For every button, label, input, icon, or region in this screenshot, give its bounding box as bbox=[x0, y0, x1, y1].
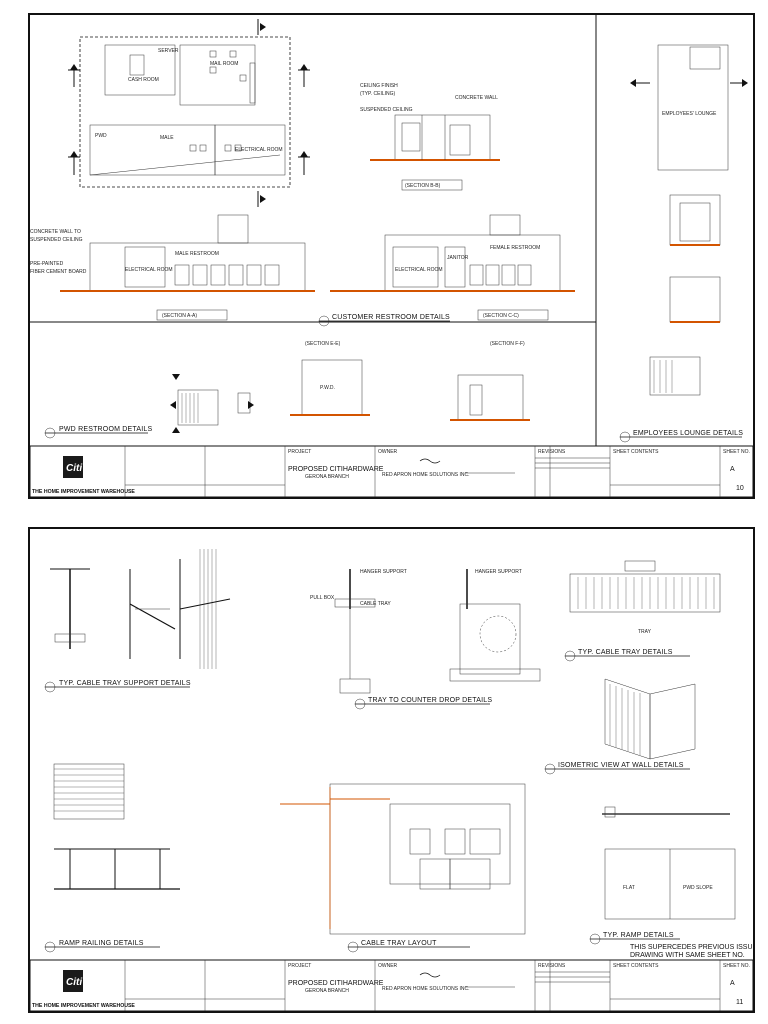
section-b-b bbox=[360, 83, 500, 190]
branch-name-2: GERONA BRANCH bbox=[305, 988, 349, 994]
employees-lounge-detail bbox=[620, 45, 748, 442]
section-c-c bbox=[330, 215, 575, 320]
typ-cable-tray-title: TYP. CABLE TRAY DETAILS bbox=[578, 649, 673, 656]
brand-tagline-2: THE HOME IMPROVEMENT WAREHOUSE bbox=[32, 1003, 135, 1009]
ramp-railing-title: RAMP RAILING DETAILS bbox=[59, 940, 144, 947]
revisions-header: REVISIONS bbox=[538, 449, 566, 455]
typ-cable-tray-detail bbox=[565, 561, 720, 661]
typ-ramp-detail bbox=[590, 807, 735, 944]
typ-ramp-title: TYP. RAMP DETAILS bbox=[603, 932, 674, 939]
svg-text:MAIL ROOM: MAIL ROOM bbox=[210, 61, 239, 67]
pull-box-label: PULL BOX bbox=[310, 595, 335, 601]
title-block-10 bbox=[30, 446, 753, 497]
svg-text:CASH ROOM: CASH ROOM bbox=[128, 77, 159, 83]
employees-lounge-title: EMPLOYEES LOUNGE DETAILS bbox=[633, 430, 744, 437]
section-a-a bbox=[30, 215, 315, 320]
section-a-a-caption: (SECTION A-A) bbox=[162, 313, 198, 319]
svg-text:JANITOR: JANITOR bbox=[447, 255, 469, 261]
svg-text:PRE-PAINTED: PRE-PAINTED bbox=[30, 261, 64, 267]
tray-counter-drop-title: TRAY TO COUNTER DROP DETAILS bbox=[368, 697, 493, 704]
drawing-sheet-10 bbox=[28, 13, 755, 499]
branch-name: GERONA BRANCH bbox=[305, 474, 349, 480]
pwd-restroom-title: PWD RESTROOM DETAILS bbox=[59, 426, 153, 433]
contents-header: SHEET CONTENTS bbox=[613, 449, 659, 455]
revisions-header-2: REVISIONS bbox=[538, 963, 566, 969]
svg-text:SERVER: SERVER bbox=[158, 48, 179, 54]
svg-text:SUSPENDED CEILING: SUSPENDED CEILING bbox=[360, 107, 413, 113]
notice-line-1: THIS SUPERCEDES PREVIOUS ISSUED bbox=[630, 944, 753, 951]
project-name: PROPOSED CITIHARDWARE bbox=[288, 466, 384, 473]
section-f-f-caption: (SECTION F-F) bbox=[490, 341, 525, 347]
hanger-label-1: HANGER SUPPORT bbox=[360, 569, 407, 575]
svg-text:ELECTRICAL ROOM: ELECTRICAL ROOM bbox=[125, 267, 173, 273]
lounge-room-label: EMPLOYEES' LOUNGE bbox=[662, 111, 717, 117]
svg-text:CONCRETE WALL: CONCRETE WALL bbox=[455, 95, 498, 101]
contents-header-2: SHEET CONTENTS bbox=[613, 963, 659, 969]
svg-text:ELECTRICAL ROOM: ELECTRICAL ROOM bbox=[235, 147, 283, 153]
pwd-room-label: P.W.D. bbox=[320, 385, 335, 391]
cable-tray-layout bbox=[280, 784, 525, 952]
sheet-11-drawing bbox=[30, 529, 753, 1011]
sheet-letter-2: A bbox=[730, 980, 735, 987]
title-block-11 bbox=[30, 960, 753, 1011]
tray-label: TRAY bbox=[638, 629, 651, 635]
ramp-flat-label: FLAT bbox=[623, 885, 635, 891]
ramp-railing-detail bbox=[45, 764, 180, 952]
section-b-b-caption: (SECTION B-B) bbox=[405, 183, 441, 189]
restroom-floor-plan bbox=[68, 19, 310, 207]
svg-text:CONCRETE WALL TO: CONCRETE WALL TO bbox=[30, 229, 81, 235]
section-c-c-caption: (SECTION C-C) bbox=[483, 313, 519, 319]
section-d-d bbox=[290, 341, 370, 415]
project-header-2: PROJECT bbox=[288, 963, 312, 969]
svg-text:CEILING FINISH: CEILING FINISH bbox=[360, 83, 398, 89]
svg-text:(TYP. CEILING): (TYP. CEILING) bbox=[360, 91, 396, 97]
sheet-letter: A bbox=[730, 466, 735, 473]
cable-tray-support-detail bbox=[45, 549, 230, 692]
svg-text:ELECTRICAL ROOM: ELECTRICAL ROOM bbox=[395, 267, 443, 273]
owner-company-2: RED APRON HOME SOLUTIONS INC. bbox=[382, 986, 470, 992]
drawing-sheet-11 bbox=[28, 527, 755, 1013]
customer-restroom-title-text: CUSTOMER RESTROOM DETAILS bbox=[332, 314, 450, 321]
owner-header-2: OWNER bbox=[378, 963, 398, 969]
cable-tray-label-1: CABLE TRAY bbox=[360, 601, 391, 607]
sheet-no-header: SHEET NO. bbox=[723, 449, 750, 455]
ramp-slope-label: PWD SLOPE bbox=[683, 885, 713, 891]
section-e-e-caption: (SECTION E-E) bbox=[305, 341, 341, 347]
svg-text:MALE RESTROOM: MALE RESTROOM bbox=[175, 251, 219, 257]
tray-counter-drop-detail bbox=[310, 569, 540, 709]
svg-text:MALE: MALE bbox=[160, 135, 174, 141]
sheet-no-header-2: SHEET NO. bbox=[723, 963, 750, 969]
sheet-number-2: 11 bbox=[736, 999, 744, 1006]
brand-tagline: THE HOME IMPROVEMENT WAREHOUSE bbox=[32, 489, 135, 495]
svg-text:Citi: Citi bbox=[66, 463, 83, 474]
cable-tray-support-title: TYP. CABLE TRAY SUPPORT DETAILS bbox=[59, 680, 191, 687]
project-name-2: PROPOSED CITIHARDWARE bbox=[288, 980, 384, 987]
owner-company: RED APRON HOME SOLUTIONS INC. bbox=[382, 472, 470, 478]
svg-text:FIBER CEMENT BOARD: FIBER CEMENT BOARD bbox=[30, 269, 87, 275]
svg-text:PWD: PWD bbox=[95, 133, 107, 139]
section-f-f bbox=[450, 341, 530, 420]
owner-header: OWNER bbox=[378, 449, 398, 455]
sheet-10-drawing bbox=[30, 15, 753, 497]
pwd-restroom-detail bbox=[45, 374, 254, 438]
cable-tray-layout-title: CABLE TRAY LAYOUT bbox=[361, 940, 437, 947]
svg-text:Citi: Citi bbox=[66, 977, 83, 988]
isometric-wall-detail bbox=[545, 679, 695, 774]
supercede-notice bbox=[630, 944, 753, 959]
svg-text:SUSPENDED CEILING: SUSPENDED CEILING bbox=[30, 237, 83, 243]
sheet-number: 10 bbox=[736, 485, 744, 492]
svg-text:FEMALE RESTROOM: FEMALE RESTROOM bbox=[490, 245, 541, 251]
hanger-label-2: HANGER SUPPORT bbox=[475, 569, 522, 575]
notice-line-2: DRAWING WITH SAME SHEET NO. bbox=[630, 952, 745, 959]
customer-restroom-title bbox=[319, 314, 450, 326]
project-header: PROJECT bbox=[288, 449, 312, 455]
isometric-title: ISOMETRIC VIEW AT WALL DETAILS bbox=[558, 762, 684, 769]
